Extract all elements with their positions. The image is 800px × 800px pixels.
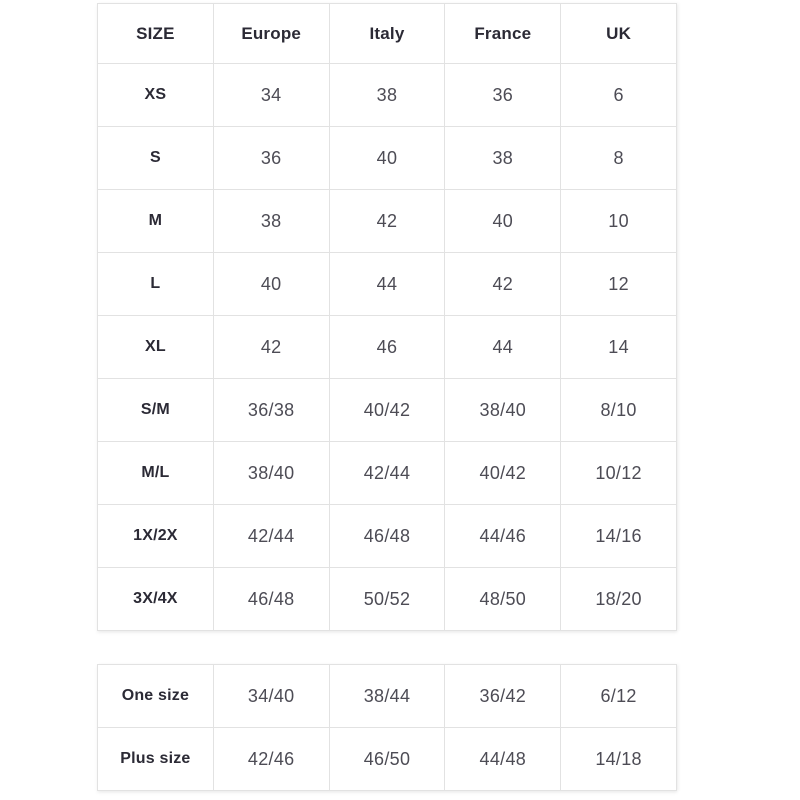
size-cell: 36	[445, 64, 561, 127]
size-cell: 8/10	[561, 379, 677, 442]
size-conversion-table	[97, 3, 677, 631]
size-cell: 6	[561, 64, 677, 127]
row-label: XL	[98, 316, 214, 379]
size-cell: 44/46	[445, 505, 561, 568]
column-header-size: SIZE	[98, 4, 214, 64]
size-cell: 44	[329, 253, 445, 316]
size-cell: 36	[213, 127, 329, 190]
table-row-xl	[98, 316, 677, 379]
special-size-table	[97, 664, 677, 791]
size-cell: 8	[561, 127, 677, 190]
row-label: 1X/2X	[98, 505, 214, 568]
size-cell: 40	[329, 127, 445, 190]
column-header-europe: Europe	[213, 4, 329, 64]
size-cell: 42	[213, 316, 329, 379]
size-cell: 42/44	[329, 442, 445, 505]
table-row-s	[98, 127, 677, 190]
size-cell: 10/12	[561, 442, 677, 505]
row-label: Plus size	[98, 728, 214, 791]
size-cell: 36/38	[213, 379, 329, 442]
header-row	[98, 4, 677, 64]
row-label: L	[98, 253, 214, 316]
size-cell: 40	[213, 253, 329, 316]
column-header-uk: UK	[561, 4, 677, 64]
size-cell: 38	[213, 190, 329, 253]
size-cell: 38/40	[213, 442, 329, 505]
table-row-plus-size	[98, 728, 677, 791]
size-cell: 14/18	[561, 728, 677, 791]
size-cell: 40/42	[329, 379, 445, 442]
size-cell: 46/50	[329, 728, 445, 791]
row-label: 3X/4X	[98, 568, 214, 631]
table-row-one-size	[98, 665, 677, 728]
row-label: M/L	[98, 442, 214, 505]
size-cell: 14	[561, 316, 677, 379]
size-cell: 38/40	[445, 379, 561, 442]
column-header-france: France	[445, 4, 561, 64]
size-cell: 42	[445, 253, 561, 316]
size-cell: 46/48	[213, 568, 329, 631]
row-label: XS	[98, 64, 214, 127]
table-row-ml	[98, 442, 677, 505]
size-cell: 38	[329, 64, 445, 127]
table-row-xs	[98, 64, 677, 127]
size-cell: 42/46	[213, 728, 329, 791]
column-header-italy: Italy	[329, 4, 445, 64]
size-cell: 38	[445, 127, 561, 190]
size-cell: 10	[561, 190, 677, 253]
size-cell: 40	[445, 190, 561, 253]
size-cell: 42	[329, 190, 445, 253]
table-row-sm	[98, 379, 677, 442]
table-row-1x2x	[98, 505, 677, 568]
size-cell: 40/42	[445, 442, 561, 505]
size-cell: 50/52	[329, 568, 445, 631]
row-label: S/M	[98, 379, 214, 442]
size-cell: 42/44	[213, 505, 329, 568]
size-cell: 46/48	[329, 505, 445, 568]
size-cell: 18/20	[561, 568, 677, 631]
size-cell: 12	[561, 253, 677, 316]
table-row-m	[98, 190, 677, 253]
size-cell: 48/50	[445, 568, 561, 631]
size-cell: 36/42	[445, 665, 561, 728]
size-cell: 38/44	[329, 665, 445, 728]
row-label: S	[98, 127, 214, 190]
size-cell: 14/16	[561, 505, 677, 568]
row-label: M	[98, 190, 214, 253]
row-label: One size	[98, 665, 214, 728]
table-row-3x4x	[98, 568, 677, 631]
size-cell: 34/40	[213, 665, 329, 728]
table-row-l	[98, 253, 677, 316]
size-cell: 44/48	[445, 728, 561, 791]
size-cell: 44	[445, 316, 561, 379]
size-cell: 46	[329, 316, 445, 379]
size-cell: 6/12	[561, 665, 677, 728]
size-cell: 34	[213, 64, 329, 127]
